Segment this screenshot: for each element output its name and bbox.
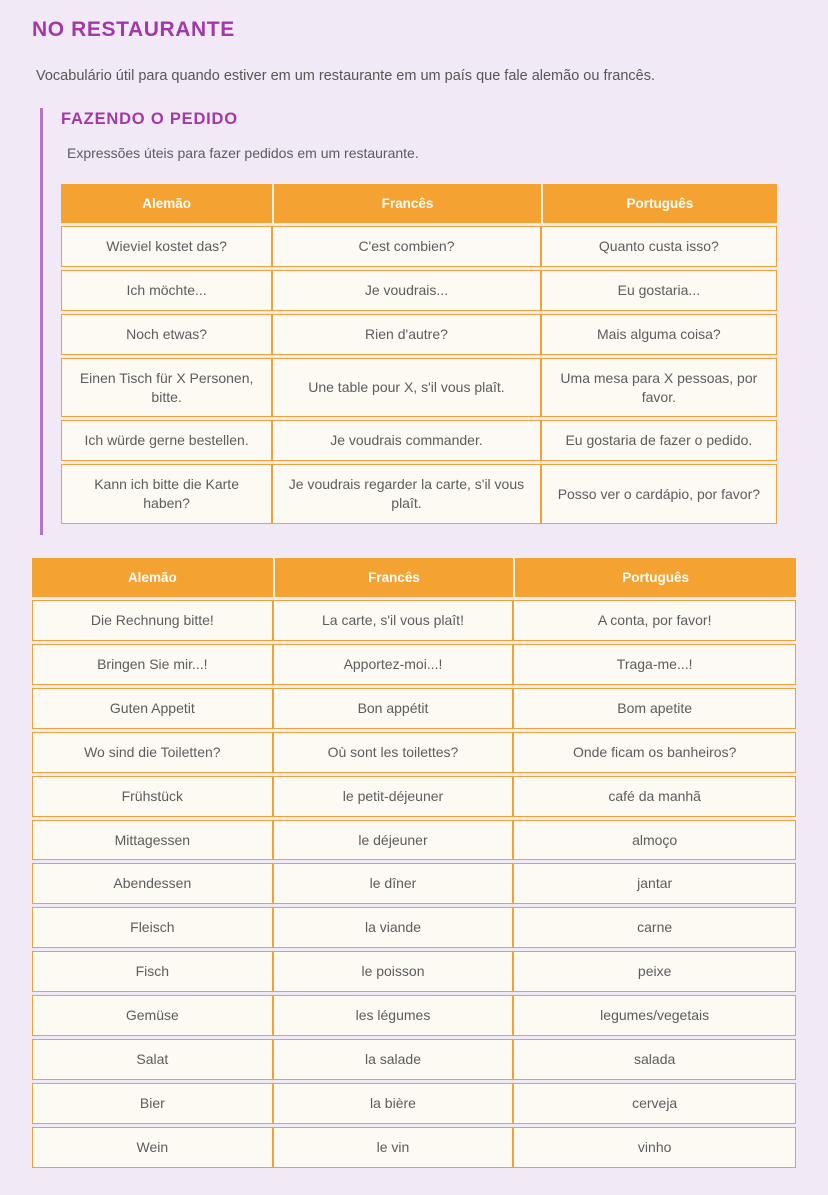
ordering-section <box>40 108 796 535</box>
cell-german: Wein <box>32 1127 273 1168</box>
table-row <box>32 1083 796 1124</box>
cell-german: Fisch <box>32 951 273 992</box>
table-row <box>61 314 777 355</box>
table-row <box>32 863 796 904</box>
table-row <box>32 644 796 685</box>
cell-portuguese: Eu gostaria de fazer o pedido. <box>541 420 777 461</box>
cell-french: le petit-déjeuner <box>273 776 514 817</box>
cell-french: le poisson <box>273 951 514 992</box>
table-row <box>32 732 796 773</box>
intro-text: Vocabulário útil para quando estiver em um restaurante em um país que fale alemão ou francês. <box>36 68 656 84</box>
table-row <box>32 907 796 948</box>
cell-german: Ich möchte... <box>61 270 272 311</box>
cell-portuguese: vinho <box>513 1127 796 1168</box>
table-row <box>61 270 777 311</box>
cell-german: Einen Tisch für X Personen, bitte. <box>61 358 272 418</box>
cell-french: C'est combien? <box>272 226 541 267</box>
cell-german: Abendessen <box>32 863 273 904</box>
cell-german: Bier <box>32 1083 273 1124</box>
cell-french: Je voudrais regarder la carte, s'il vous plaît. <box>272 464 541 524</box>
header-cell-french: Francês <box>272 184 541 223</box>
cell-german: Die Rechnung bitte! <box>32 600 273 641</box>
cell-french: la viande <box>273 907 514 948</box>
cell-french: Apportez-moi...! <box>273 644 514 685</box>
table-row <box>61 358 777 418</box>
header-cell-french: Francês <box>273 558 514 597</box>
cell-portuguese: legumes/vegetais <box>513 995 796 1036</box>
table-row <box>32 600 796 641</box>
cell-portuguese: salada <box>513 1039 796 1080</box>
header-cell-german: Alemão <box>61 184 272 223</box>
table-row <box>61 226 777 267</box>
cell-portuguese: Traga-me...! <box>513 644 796 685</box>
header-cell-portuguese: Português <box>541 184 777 223</box>
table-row <box>32 951 796 992</box>
cell-german: Mittagessen <box>32 820 273 861</box>
cell-portuguese: Eu gostaria... <box>541 270 777 311</box>
cell-portuguese: Bom apetite <box>513 688 796 729</box>
cell-portuguese: café da manhã <box>513 776 796 817</box>
cell-german: Salat <box>32 1039 273 1080</box>
table-row <box>32 688 796 729</box>
cell-french: Rien d'autre? <box>272 314 541 355</box>
section-subtitle: Expressões úteis para fazer pedidos em um restaurante. <box>67 145 419 161</box>
section-title: FAZENDO O PEDIDO <box>61 110 238 128</box>
table-row <box>32 995 796 1036</box>
cell-german: Ich würde gerne bestellen. <box>61 420 272 461</box>
cell-portuguese: cerveja <box>513 1083 796 1124</box>
cell-french: les légumes <box>273 995 514 1036</box>
cell-portuguese: Onde ficam os banheiros? <box>513 732 796 773</box>
cell-french: le vin <box>273 1127 514 1168</box>
cell-french: le dîner <box>273 863 514 904</box>
cell-portuguese: peixe <box>513 951 796 992</box>
cell-portuguese: Mais alguma coisa? <box>541 314 777 355</box>
header-cell-german: Alemão <box>32 558 273 597</box>
table-row <box>32 776 796 817</box>
cell-french: Une table pour X, s'il vous plaît. <box>272 358 541 418</box>
cell-french: Bon appétit <box>273 688 514 729</box>
cell-german: Bringen Sie mir...! <box>32 644 273 685</box>
page-title: NO RESTAURANTE <box>32 18 235 41</box>
cell-french: Je voudrais commander. <box>272 420 541 461</box>
ordering-table <box>61 181 777 527</box>
cell-portuguese: almoço <box>513 820 796 861</box>
cell-french: La carte, s'il vous plaît! <box>273 600 514 641</box>
cell-german: Kann ich bitte die Karte haben? <box>61 464 272 524</box>
cell-french: la bière <box>273 1083 514 1124</box>
vocab-table <box>32 555 796 1171</box>
cell-german: Frühstück <box>32 776 273 817</box>
table-row <box>61 420 777 461</box>
cell-french: le déjeuner <box>273 820 514 861</box>
table-header-row <box>61 184 777 223</box>
cell-german: Guten Appetit <box>32 688 273 729</box>
table-row <box>32 820 796 861</box>
cell-german: Noch etwas? <box>61 314 272 355</box>
table-row <box>32 1039 796 1080</box>
cell-german: Wo sind die Toiletten? <box>32 732 273 773</box>
table-header-row <box>32 558 796 597</box>
table-row <box>61 464 777 524</box>
cell-french: Je voudrais... <box>272 270 541 311</box>
cell-french: Où sont les toilettes? <box>273 732 514 773</box>
cell-portuguese: carne <box>513 907 796 948</box>
header-cell-portuguese: Português <box>513 558 796 597</box>
cell-portuguese: Uma mesa para X pessoas, por favor. <box>541 358 777 418</box>
cell-german: Wieviel kostet das? <box>61 226 272 267</box>
table-row <box>32 1127 796 1168</box>
cell-portuguese: A conta, por favor! <box>513 600 796 641</box>
cell-portuguese: Posso ver o cardápio, por favor? <box>541 464 777 524</box>
cell-german: Fleisch <box>32 907 273 948</box>
cell-portuguese: Quanto custa isso? <box>541 226 777 267</box>
cell-german: Gemüse <box>32 995 273 1036</box>
cell-french: la salade <box>273 1039 514 1080</box>
cell-portuguese: jantar <box>513 863 796 904</box>
